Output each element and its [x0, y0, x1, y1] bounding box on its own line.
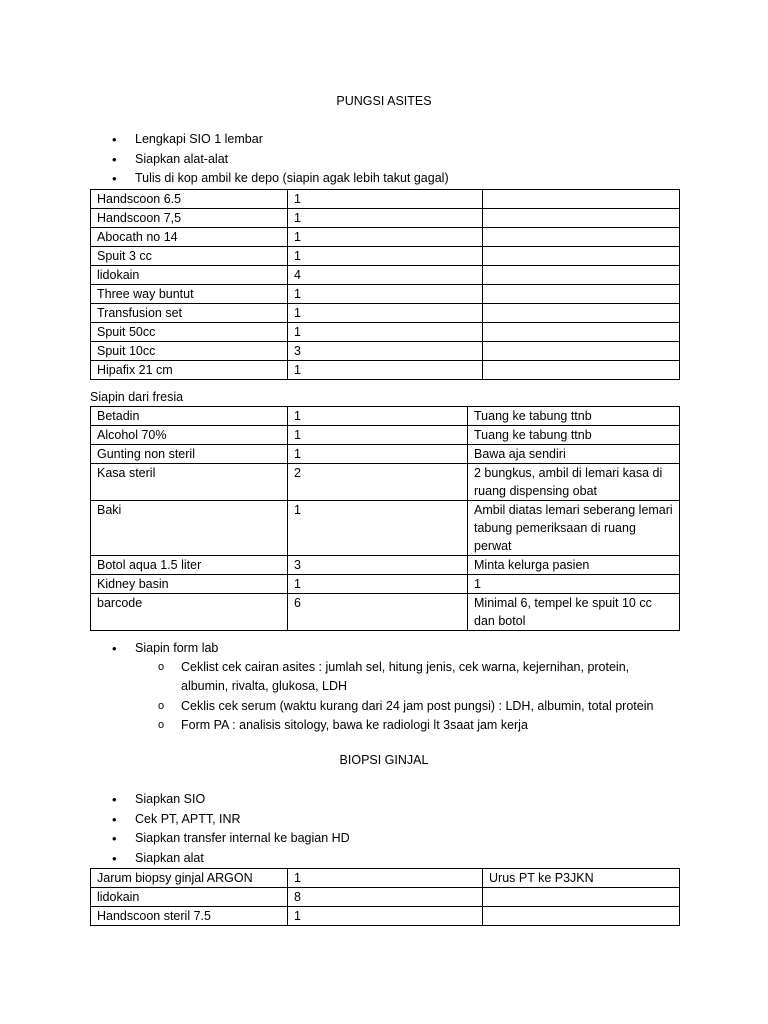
table-cell: 2 bungkus, ambil di lemari kasa di ruang dispensing obat — [468, 464, 680, 501]
table-cell: Minta kelurga pasien — [468, 556, 680, 575]
table-cell: lidokain — [91, 888, 288, 907]
bullet-item: • Tulis di kop ambil ke depo (siapin agak lebih takut gagal) — [112, 169, 449, 189]
table-row — [91, 445, 680, 464]
table-cell: Botol aqua 1.5 liter — [91, 556, 288, 575]
table-cell: 1 — [288, 575, 468, 594]
table-cell: 1 — [468, 575, 680, 594]
table-cell: 1 — [288, 869, 483, 888]
table-cell: 3 — [288, 556, 468, 575]
table-cell — [483, 323, 680, 342]
sub-item: o Ceklis cek serum (waktu kurang dari 24 jam post pungsi) : LDH, albumin, total protein — [158, 697, 678, 716]
table-cell: Baki — [91, 501, 288, 556]
table-cell: lidokain — [91, 266, 288, 285]
sub-item: o Form PA : analisis sitology, bawa ke radiologi lt 3saat jam kerja — [158, 716, 678, 735]
table-cell: Alcohol 70% — [91, 426, 288, 445]
ginjal-bullet-list — [112, 790, 350, 868]
table-cell — [483, 266, 680, 285]
table-row — [91, 304, 680, 323]
table-row — [91, 323, 680, 342]
table-row — [91, 575, 680, 594]
bullet-item: • Lengkapi SIO 1 lembar — [112, 130, 449, 150]
form-lab-sub-list — [158, 658, 678, 736]
table-cell: Jarum biopsy ginjal ARGON — [91, 869, 288, 888]
table-cell — [483, 361, 680, 380]
table-row — [91, 361, 680, 380]
bullet-item: • Siapin form lab — [112, 639, 218, 659]
equipment-table — [90, 189, 680, 380]
table-cell: Three way buntut — [91, 285, 288, 304]
table-row — [91, 869, 680, 888]
bullet-item: • Siapkan alat — [112, 849, 350, 869]
table-cell: 8 — [288, 888, 483, 907]
table-cell — [483, 247, 680, 266]
table-cell: 1 — [288, 285, 483, 304]
table-cell — [483, 342, 680, 361]
table-cell: 4 — [288, 266, 483, 285]
table-cell — [483, 907, 680, 926]
table-cell: 1 — [288, 426, 468, 445]
table-row — [91, 888, 680, 907]
table-cell: Urus PT ke P3JKN — [483, 869, 680, 888]
table-row — [91, 594, 680, 631]
form-lab-list — [112, 639, 218, 659]
table-cell: Kidney basin — [91, 575, 288, 594]
table-row — [91, 342, 680, 361]
table-cell: 1 — [288, 445, 468, 464]
table-cell: 1 — [288, 407, 468, 426]
table-cell: Spuit 3 cc — [91, 247, 288, 266]
table-cell: 1 — [288, 361, 483, 380]
table-row — [91, 907, 680, 926]
table-cell: 1 — [288, 323, 483, 342]
table-cell — [483, 228, 680, 247]
table-cell: 2 — [288, 464, 468, 501]
table-cell: Hipafix 21 cm — [91, 361, 288, 380]
table-cell: Handscoon 6.5 — [91, 190, 288, 209]
asites-bullet-list — [112, 130, 449, 189]
table-cell: Transfusion set — [91, 304, 288, 323]
table-cell — [483, 209, 680, 228]
table-cell: 1 — [288, 304, 483, 323]
bullet-item: • Siapkan alat-alat — [112, 150, 449, 170]
table-row — [91, 247, 680, 266]
table-cell: Kasa steril — [91, 464, 288, 501]
table-row — [91, 190, 680, 209]
table-cell: Betadin — [91, 407, 288, 426]
table-row — [91, 464, 680, 501]
ginjal-table — [90, 868, 680, 926]
table-cell: 1 — [288, 247, 483, 266]
table-cell — [483, 304, 680, 323]
table-cell: Minimal 6, tempel ke spuit 10 cc dan botol — [468, 594, 680, 631]
bullet-item: • Siapkan SIO — [112, 790, 350, 810]
table-row — [91, 426, 680, 445]
bullet-item: • Siapkan transfer internal ke bagian HD — [112, 829, 350, 849]
fresia-label: Siapin dari fresia — [90, 390, 184, 404]
table-cell: Abocath no 14 — [91, 228, 288, 247]
table-row — [91, 285, 680, 304]
fresia-table — [90, 406, 680, 631]
table-cell — [483, 888, 680, 907]
table-cell — [483, 190, 680, 209]
table-cell: Tuang ke tabung ttnb — [468, 426, 680, 445]
table-row — [91, 228, 680, 247]
section-title-pungsi-asites: PUNGSI ASITES — [336, 94, 432, 108]
sub-item: o Ceklist cek cairan asites : jumlah sel, hitung jenis, cek warna, kejernihan, protein, albumin, rivalta, glukosa, LDH — [158, 658, 678, 696]
table-row — [91, 266, 680, 285]
table-cell: 1 — [288, 209, 483, 228]
table-cell: Handscoon steril 7.5 — [91, 907, 288, 926]
table-row — [91, 556, 680, 575]
table-cell: Tuang ke tabung ttnb — [468, 407, 680, 426]
table-cell: 1 — [288, 228, 483, 247]
table-cell: Ambil diatas lemari seberang lemari tabung pemeriksaan di ruang perwat — [468, 501, 680, 556]
table-cell: 3 — [288, 342, 483, 361]
bullet-item: • Cek PT, APTT, INR — [112, 810, 350, 830]
table-row — [91, 407, 680, 426]
table-cell: Bawa aja sendiri — [468, 445, 680, 464]
section-title-biopsi-ginjal: BIOPSI GINJAL — [339, 753, 429, 767]
table-cell: Gunting non steril — [91, 445, 288, 464]
table-row — [91, 501, 680, 556]
table-cell: barcode — [91, 594, 288, 631]
table-cell: Spuit 10cc — [91, 342, 288, 361]
table-cell: Spuit 50cc — [91, 323, 288, 342]
table-cell: 6 — [288, 594, 468, 631]
table-cell: 1 — [288, 190, 483, 209]
table-cell — [483, 285, 680, 304]
table-cell: Handscoon 7,5 — [91, 209, 288, 228]
table-cell: 1 — [288, 501, 468, 556]
table-row — [91, 209, 680, 228]
table-cell: 1 — [288, 907, 483, 926]
